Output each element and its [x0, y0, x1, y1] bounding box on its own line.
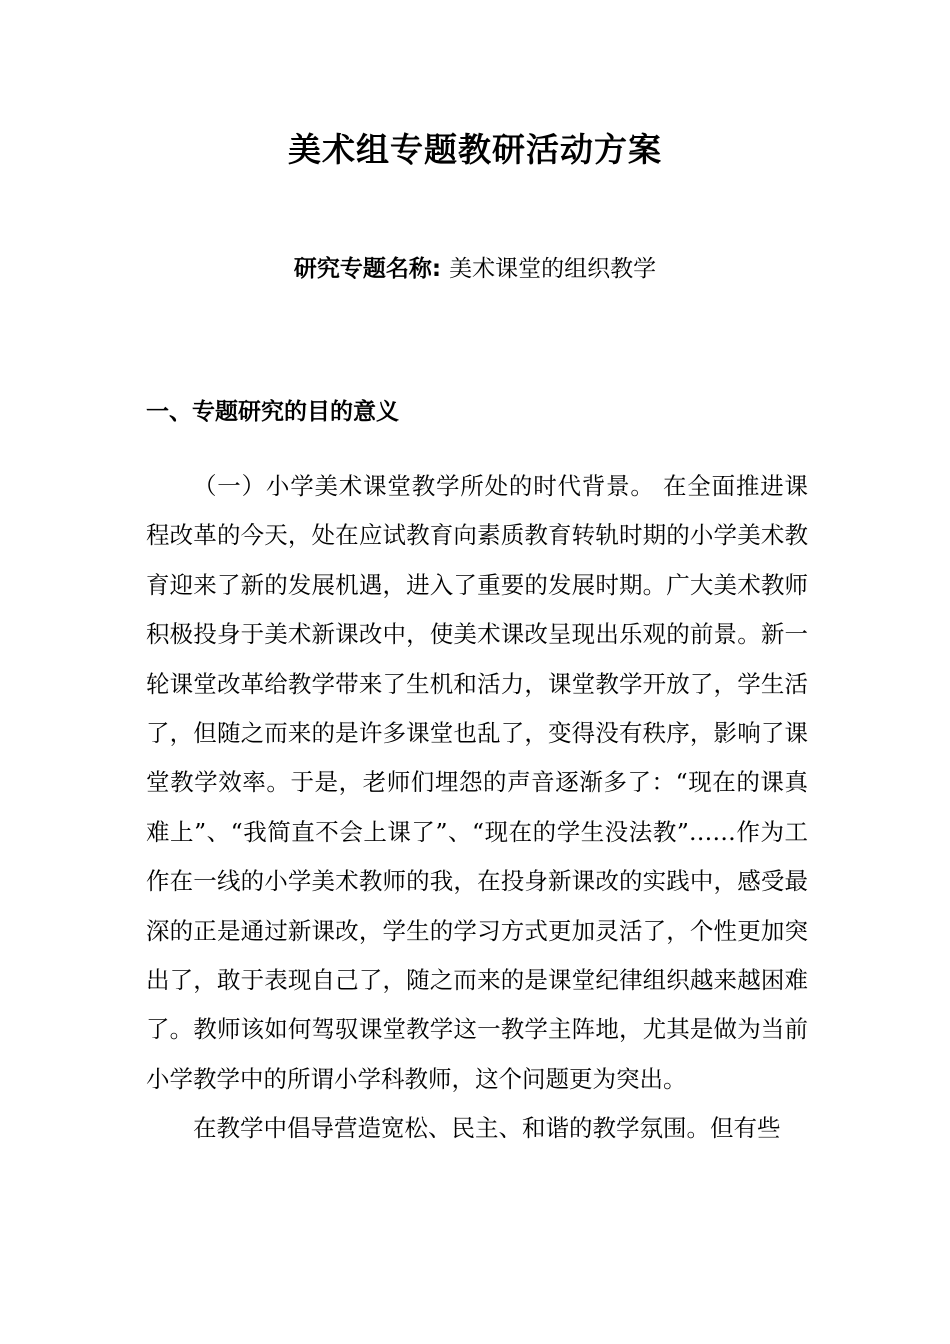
- research-subject-value: 美术课堂的组织教学: [449, 256, 657, 282]
- paragraph: （一）小学美术课堂教学所处的时代背景。 在全面推进课程改革的今天，处在应试教育向素质教育转轨时期的小学美术教育迎来了新的发展机遇，进入了重要的发展时期。广大美术教师积极投身于美术新课改中，使美术课改呈现出乐观的前景。新一轮课堂改革给教学带来了生机和活力，课堂教学开放了，学生活了，但随之而来的是许多课堂也乱了，变得没有秩序，影响了课堂教学效率。于是，老师们埋怨的声音逐渐多了：“现在的课真难上”、“我简直不会上课了”、“现在的学生没法教”……作为工作在一线的小学美术教师的我，在投身新课改的实践中，感受最深的正是通过新课改，学生的学习方式更加灵活了，个性更加突出了，敢于表现自己了，随之而来的是课堂纪律组织越来越困难了。教师该如何驾驭课堂教学这一教学主阵地，尤其是做为当前小学教学中的所谓小学科教师，这个问题更为突出。: [146, 472, 808, 1093]
- paragraph: 在教学中倡导营造宽松、民主、和谐的教学氛围。但有些: [193, 1114, 781, 1143]
- section-heading: 一、专题研究的目的意义: [146, 399, 399, 425]
- section-body: [146, 462, 808, 1154]
- research-subject-line: [0, 253, 950, 285]
- document-title: 美术组专题教研活动方案: [288, 130, 662, 169]
- research-subject-label: 研究专题名称:: [293, 256, 442, 282]
